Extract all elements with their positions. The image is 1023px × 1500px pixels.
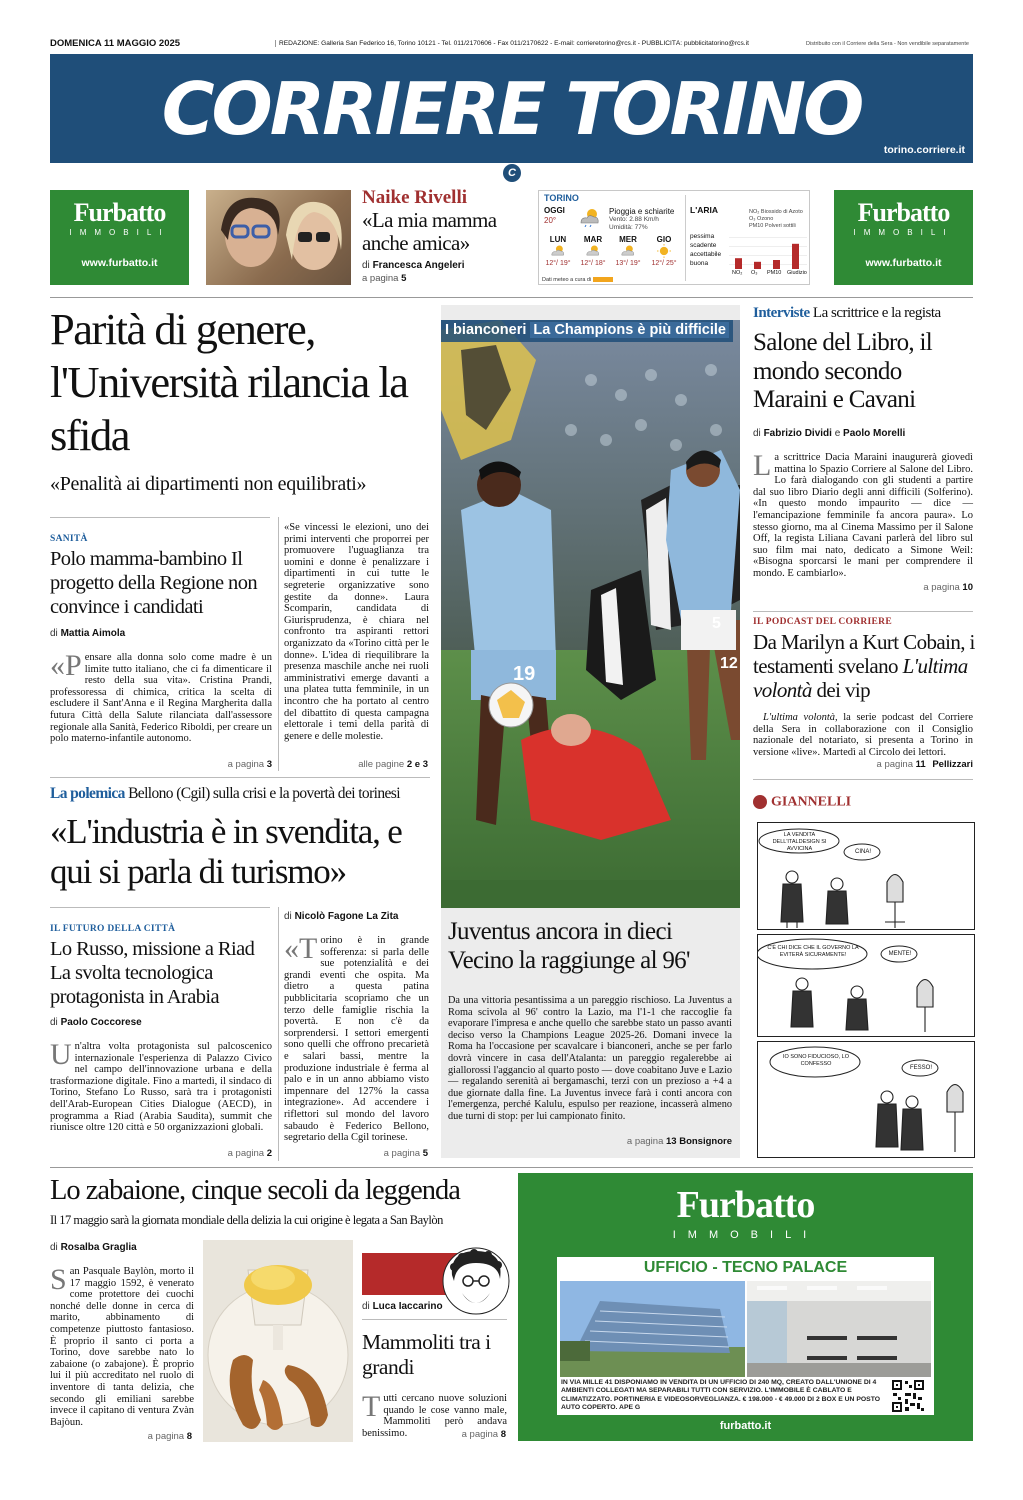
weather-day-3-icon: [619, 244, 637, 258]
ad-bottom-photo-building: [560, 1281, 745, 1377]
lead-subheadline: «Penalità ai dipartimenti non equilibrati»: [50, 473, 367, 495]
weather-day-1: [543, 235, 573, 267]
interviste-kicker: Interviste: [753, 305, 810, 321]
juve-jersey-1: 19: [513, 663, 536, 685]
juve-body: Da una vittoria pesantissima a un pareggio rischioso. La Juventus a Roma scivola al 96' contro la Lazio, ma l'1-1 che raccoglie fa evaporare l'impresa e anche quello che sarebbe stato un passo avanti deciso verso la Champions League 2025-26. Domani invece la Roma ha l'occasione per scavalcare i bianconeri, anche se per farlo dovrà vincere in casa dell'Atalanta: un pareggio regalerebbe ai giallorossi l'aggancio al quarto posto — dove coabitano Juve e Lazio — regalando serenità ai bergamaschi, terzi con un prezioso a +4 a due giornate dalla fine. La Juventus invece farà i conti ancora con l'emergenza, perché Kalulu, espulso per reazione, incasserà almeno due turni di stop: per lui campionato finito.: [448, 995, 732, 1122]
zabaione-page-ref: [90, 1431, 192, 1442]
interviste-author1: Fabrizio Dividi: [763, 428, 832, 439]
air-level-2: scadente: [690, 242, 717, 249]
weather-credit-logo: [593, 277, 613, 282]
teaser-byline: [362, 260, 464, 271]
ad-bottom-headline: UFFICIO - TECNO PALACE: [643, 1259, 848, 1276]
polemica-author: Nicolò Fagone La Zita: [294, 911, 399, 922]
lead-page-prefix: alle pagine: [358, 759, 405, 770]
cartoon-bubble-3: C'È CHI DICE CHE IL GOVERNO LA EVITERÀ SICURAMENTE!: [767, 945, 859, 958]
column-page: 8: [500, 1429, 506, 1440]
podcast-headline-end: dei vip: [816, 678, 870, 702]
ad-furbatto-right[interactable]: [834, 190, 973, 285]
zabaione-photo: [203, 1240, 353, 1442]
interviste-body: [753, 449, 973, 580]
polemica-page: 5: [422, 1148, 428, 1159]
futuro-page-ref: [150, 1148, 272, 1159]
rule-bottom: [50, 1167, 973, 1168]
weather-desc: Pioggia e schiarite: [609, 207, 675, 216]
interviste-page: 10: [962, 582, 973, 593]
sanita-by-prefix: di: [50, 628, 58, 639]
corriere-badge-icon: C: [503, 164, 521, 182]
column-author: Luca Iaccarino: [372, 1301, 443, 1312]
zabaione-byline: [50, 1242, 137, 1253]
zabaione-headline[interactable]: Lo zabaione, cinque secoli da leggenda: [50, 1175, 460, 1206]
sanita-dropcap: «P: [50, 649, 82, 682]
juve-page: 13: [666, 1136, 677, 1147]
ad-bottom-sub: IMMOBILI: [672, 1229, 819, 1241]
rule-cartoon-top: [753, 779, 973, 780]
juve-photo-kicker-rest: La Champions è più difficile: [530, 322, 729, 338]
air-bar: [735, 258, 742, 269]
weather-day-1-temp: 12°/ 19°: [545, 260, 571, 267]
rule-polemica-top: [50, 777, 430, 778]
cartoon-panel[interactable]: [757, 822, 975, 1158]
lead-page-ref: [300, 759, 428, 770]
weather-day-4-temp: 12°/ 25°: [651, 260, 677, 267]
interviste-headline[interactable]: Salone del Libro, il mondo secondo Maraini e Cavani: [753, 329, 933, 413]
sanita-page-prefix: a pagina: [227, 759, 265, 770]
rule-lead-left: [50, 517, 270, 518]
air-axis-no2: NO₂: [732, 270, 743, 276]
weather-day-4: [648, 235, 680, 267]
column-page-prefix: a pagina: [461, 1429, 499, 1440]
cartoon-bubble-5: IO SONO FIDUCIOSO, LO CONFESSO: [782, 1054, 849, 1067]
interviste-page-ref: [860, 582, 973, 593]
air-axis-o3: O₃: [751, 270, 758, 276]
weather-today-icon: [577, 207, 603, 232]
weather-today-temp: 20°: [544, 216, 557, 225]
ad-left-url: www.furbatto.it: [81, 257, 158, 269]
ad-bottom-inner: [557, 1257, 934, 1415]
weather-day-4-label: GIO: [656, 235, 672, 244]
polemica-body-text: orino è in grande sofferenza: si parla delle sue potenzialità e dei grandi eventi che ospita. Ma dietro a questa patina pubblicitaria scopriamo che un terzo delle famiglie rischia la povertà. E non c'è da sorprendersi. I settori emergenti sono quelli che offrono precarietà e salari bassi, mentre la produzione industriale è ferma al palo e in un anno abbiamo visto impennare del 127% la cassa integrazione». Ad accendere i riflettori sul mondo del lavoro sabaudo è Federico Bellono, segretario della Cgil torinese.: [284, 935, 429, 1144]
futuro-body: [50, 1038, 272, 1134]
cartoon-bubble-2: CINA!: [854, 849, 871, 855]
lead-headline[interactable]: Parità di genere, l'Università rilancia la sfida: [50, 304, 408, 460]
teaser-page-ref: [362, 273, 406, 284]
air-level-4: buona: [690, 260, 709, 267]
weather-city: TORINO: [544, 193, 579, 203]
juve-page-prefix: a pagina: [626, 1136, 664, 1147]
ad-bottom-photo-office: [747, 1281, 931, 1377]
teaser-by-prefix: di: [362, 260, 370, 271]
air-legend-o3: O₃ Ozono: [749, 216, 774, 222]
weather-day-3: [613, 235, 643, 267]
teaser-page-prefix: a pagina: [362, 273, 399, 284]
juve-jersey-3: 12: [720, 655, 738, 672]
juve-photo[interactable]: [441, 320, 740, 908]
interviste-byline: [753, 428, 905, 439]
rule-lead-col: [278, 517, 279, 771]
podcast-page-ref: [840, 759, 973, 770]
podcast-headline-italic: L'ultima volontà: [753, 654, 968, 702]
ad-left-logo: Furbatto: [73, 198, 166, 227]
polemica-page-prefix: a pagina: [383, 1148, 421, 1159]
podcast-headline-main: Da Marilyn a Kurt Cobain, i testamenti svelano: [753, 630, 975, 678]
column-body-text: utti cercano nuove soluzioni quando le cose vanno male, Mammoliti però andava benissimo.: [362, 1393, 507, 1439]
interviste-kicker-rest: La scrittrice e la regista: [812, 305, 941, 321]
sanita-kicker: SANITÀ: [50, 534, 88, 544]
interviste-kicker-line: [753, 305, 978, 322]
air-divider: [685, 195, 686, 281]
air-axis-pm10: PM10: [767, 270, 782, 276]
podcast-page: 11: [915, 759, 926, 770]
futuro-author: Paolo Coccorese: [60, 1017, 142, 1028]
interviste-page-prefix: a pagina: [923, 582, 960, 593]
ad-furbatto-left[interactable]: [50, 190, 189, 285]
zabaione-page-prefix: a pagina: [147, 1431, 185, 1442]
weather-day-2-temp: 12°/ 18°: [580, 260, 606, 267]
ad-bottom-url: furbatto.it: [719, 1420, 772, 1432]
polemica-by-prefix: di: [284, 911, 292, 922]
top-date: DOMENICA 11 MAGGIO 2025: [50, 38, 181, 49]
teaser-photo: [206, 190, 351, 285]
polemica-byline: [284, 911, 398, 922]
ad-bottom-logo: Furbatto: [676, 1184, 815, 1226]
podcast-body: [753, 712, 973, 758]
air-title: L'ARIA: [690, 205, 718, 215]
lead-page: 2 e 3: [406, 759, 428, 770]
polemica-page-ref: [300, 1148, 428, 1159]
juve-jersey-2: 5: [712, 615, 721, 632]
masthead-title: CORRIERE TORINO: [161, 67, 862, 151]
cartoon-dot-icon: [753, 795, 767, 809]
teaser-quote[interactable]: «La mia mamma anche amica»: [362, 208, 497, 255]
cartoon-author: GIANNELLI: [771, 794, 852, 810]
futuro-page: 2: [266, 1148, 272, 1159]
interviste-dropcap: L: [753, 449, 772, 482]
ad-right-url: www.furbatto.it: [865, 257, 942, 269]
weather-credit: [542, 277, 613, 283]
column-rule: [362, 1319, 507, 1320]
weather-day-2-icon: [584, 244, 602, 258]
podcast-author: Pellizzari: [932, 759, 973, 770]
sanita-page-ref: [150, 759, 272, 770]
ad-bottom-qr-icon: [891, 1379, 925, 1413]
column-page-ref: [420, 1429, 506, 1440]
podcast-kicker: IL PODCAST DEL CORRIERE: [753, 617, 892, 627]
air-bar: [754, 262, 761, 269]
rule-polemica-bottom: [50, 907, 270, 908]
juve-page-ref: [580, 1136, 732, 1147]
zabaione-body: [50, 1263, 194, 1428]
air-bar: [792, 244, 799, 269]
sanita-body-text: ensare alla donna solo come madre è un limite tutto italiano, che ci fa dimenticare il resto della sua vita». Cristina Prandi, professoressa di chimica, critica la scelta di escludere il Sant'Anna e il Regina Margherita dalla futura Città della Salute rilanciata dall'assessore regionale alla Sanità, Federico Riboldi, per creare un polo materno-infantile autonomo.: [50, 652, 272, 745]
futuro-kicker: IL FUTURO DELLA CITTÀ: [50, 924, 176, 934]
column-headline[interactable]: Mammoliti tra i grandi: [362, 1330, 491, 1379]
masthead-url[interactable]: torino.corriere.it: [883, 144, 965, 156]
podcast-body-italic: L'ultima volontà,: [763, 712, 838, 723]
juve-author: Bonsignore: [679, 1136, 732, 1147]
zabaione-author: Rosalba Graglia: [60, 1242, 137, 1253]
futuro-body-text: n'altra volta protagonista sul palcoscenico internazionale l'esperienza di Palazzo Civico nel campo dell'innovazione urbana e della trasformazione digitale. Fino a martedì, il sindaco di Torino, Stefano Lo Russo, sarà tra i protagonisti dell'Arab-European Cities Dialogue (AECD), in programma a Riad (Arabia Saudita), summit che riunisce oltre 120 città e 50 organizzazioni globali.: [50, 1041, 272, 1134]
interviste-by-prefix: di: [753, 428, 761, 439]
cartoon-bubble-6: FESSO!: [909, 1065, 932, 1071]
weather-wind: Vento: 2.88 Km/h: [609, 216, 659, 223]
cartoon-bubble-1: LA VENDITA DELL'ITALDESIGN SI AVVICINA: [772, 832, 827, 852]
air-chart: [729, 233, 807, 269]
futuro-page-prefix: a pagina: [227, 1148, 265, 1159]
sanita-byline: [50, 628, 125, 639]
weather-box: [538, 190, 810, 285]
ad-bottom-text: IN VIA MILLE 41 DISPONIAMO IN VENDITA DI UN UFFICIO DI 240 MQ, CREATO DALL'UNIONE DI 4 AMBIENTI COLLEGATI MA SEPARABILI TUTTI CON SERVIZIO. L'IMMOBILE È CABLATO E CLIMATIZZATO. PORTINERIA E VIDEOSORVEGLIANZA. € 198.000 - € 49.000 DI 2 BOX E UN POSTO AUTO COPERTO. APE G: [561, 1379, 881, 1412]
lead-body-col2: «Se vincessi le elezioni, uno dei primi interventi che proporrei per promuovere l'uguaglianza tra uomini e donne è penalizzare i dipartimenti in cui tutte le segreterie organizzative sono gestite da donne». Laura Scomparin, candidata di Giurisprudenza, è chiara nel confronto tra aspiranti rettori organizzato da «Torino città per le donne». L'idea di riequilibrare la presenza maschile anche nei ruoli amministrativi emerge davanti a una platea tutta femminile, in un incontro che ha portato al centro del dibattito di questa campagna elettorale i temi della parità di genere e delle molestie.: [284, 522, 429, 742]
air-level-1: pessima: [690, 233, 715, 240]
column-dropcap: T: [362, 1390, 381, 1423]
rule-podcast-top: [753, 611, 973, 612]
zabaione-page: 8: [186, 1431, 192, 1442]
polemica-kicker-rest: Bellono (Cgil) sulla crisi e la povertà dei torinesi: [128, 785, 400, 802]
futuro-dropcap: U: [50, 1038, 72, 1071]
podcast-headline[interactable]: [753, 630, 978, 702]
weather-credit-text: Dati meteo a cura di: [542, 277, 592, 283]
teaser-author: Francesca Angeleri: [372, 260, 465, 271]
interviste-body-text: a scrittrice Dacia Maraini inaugurerà giovedì mattina lo Spazio Corriere al Salone del Libro. Lo farà dialogando con gli studenti a partire dal suo libro Diario degli anni difficili (Solferino). «In questo mondo impaurito — dice — l'emancipazione femminile fa ancora paura». Lo stesso giorno, ma al Cinema Massimo per il Salone Off, la regista Liliana Cavani parlerà del libro sul suo film mai nato, dedicato a Simone Weil: «Bisogna sporcarsi le mani per comprendere il mondo. E cambiarlo».: [753, 452, 973, 579]
air-bar: [773, 260, 780, 269]
polemica-kicker: La polemica: [50, 785, 125, 802]
zabaione-dropcap: S: [50, 1263, 67, 1296]
weather-day-3-label: MER: [619, 235, 637, 244]
air-axis-giudizio: Giudizio: [787, 270, 807, 276]
sanita-page: 3: [266, 759, 272, 770]
weather-day-1-icon: [549, 244, 567, 258]
top-distribution: Distribuito con il Corriere della Sera - Non vendibile separatamente: [806, 41, 969, 47]
top-redazione: REDAZIONE: Galleria San Federico 16, Torino 10121 - Tel. 011/2170606 - Fax 011/2170622 - E-mail: corrieretorino@rcs.it - PUBBLICITÀ: pubblicitatorino@rcs.it: [275, 40, 795, 47]
zabaione-by-prefix: di: [50, 1242, 58, 1253]
weather-day-3-temp: 13°/ 19°: [615, 260, 641, 267]
weather-day-2: [578, 235, 608, 267]
polemica-body: [284, 932, 429, 1144]
weather-day-2-label: MAR: [583, 235, 603, 244]
juve-photo-kicker-bar: [441, 320, 733, 342]
sanita-author: Mattia Aimola: [60, 628, 126, 639]
weather-day-4-icon: [655, 244, 673, 258]
ad-left-sub: IMMOBILI: [69, 228, 170, 237]
cartoon-header: [753, 793, 851, 809]
podcast-page-prefix: a pagina: [876, 759, 913, 770]
rule-polemica-col: [278, 907, 279, 1161]
juve-photo-kicker: I bianconeri: [445, 322, 527, 338]
futuro-by-prefix: di: [50, 1017, 58, 1028]
air-legend-pm10: PM10 Polveri sottili: [749, 223, 796, 229]
interviste-conj: e: [834, 428, 841, 439]
rule-top: [50, 297, 973, 298]
podcast-body-text: la serie podcast del Corriere della Sera in collaborazione con il Consiglio nazionale del notariato, si presenta a Torino in versione «live». Martedì al Circolo dei lettori.: [753, 712, 973, 758]
teaser-page: 5: [401, 273, 407, 284]
ad-furbatto-bottom[interactable]: [518, 1173, 973, 1441]
masthead: [50, 54, 973, 163]
weather-day-1-label: LUN: [549, 235, 567, 244]
column-author-portrait: [440, 1245, 512, 1317]
zabaione-body-text: an Pasquale Baylòn, morto il 17 maggio 1592, è venerato come protettore dei cuochi nonché delle donne in cerca di marito, abbinamento di competenze piuttosto fantasioso. È proprio il santo ci porta a Torino, dove sarebbe nato lo zabaione (o zabajone). È proprio lui il più accreditato nel ruolo di inventore di tanta delizia, che secondo gli emiliani sarebbe invece il capitano di ventura Zvàn Bajòun.: [50, 1266, 194, 1428]
futuro-byline: [50, 1017, 142, 1028]
sanita-headline[interactable]: Polo mamma-bambino Il progetto della Regione non convince i candidati: [50, 548, 257, 618]
zabaione-sub: Il 17 maggio sarà la giornata mondiale della delizia la cui origine è legata a San Baylòn: [50, 1213, 443, 1227]
column-byline: [362, 1301, 443, 1312]
polemica-dropcap: «T: [284, 932, 318, 965]
weather-today-label: OGGI: [544, 206, 565, 215]
column-by-prefix: di: [362, 1301, 370, 1312]
polemica-headline[interactable]: «L'industria è in svendita, e qui si parla di turismo»: [50, 812, 402, 891]
futuro-headline[interactable]: Lo Russo, missione a Riad La svolta tecnologica protagonista in Arabia: [50, 938, 255, 1008]
polemica-kicker-line: [50, 785, 440, 803]
ad-right-sub: IMMOBILI: [853, 228, 954, 237]
interviste-author2: Paolo Morelli: [843, 428, 906, 439]
air-level-3: accettabile: [690, 251, 722, 258]
air-legend-no2: NO₂ Biossido di Azoto: [749, 209, 803, 215]
sanita-body: [50, 649, 272, 745]
cartoon-bubble-4: MENTE!: [888, 951, 912, 957]
teaser-name[interactable]: Naike Rivelli: [362, 187, 468, 208]
weather-humidity: Umidità: 77%: [609, 224, 648, 231]
ad-right-logo: Furbatto: [857, 198, 950, 227]
juve-headline[interactable]: Juventus ancora in dieci Vecino la raggiunge al 96': [448, 918, 690, 974]
